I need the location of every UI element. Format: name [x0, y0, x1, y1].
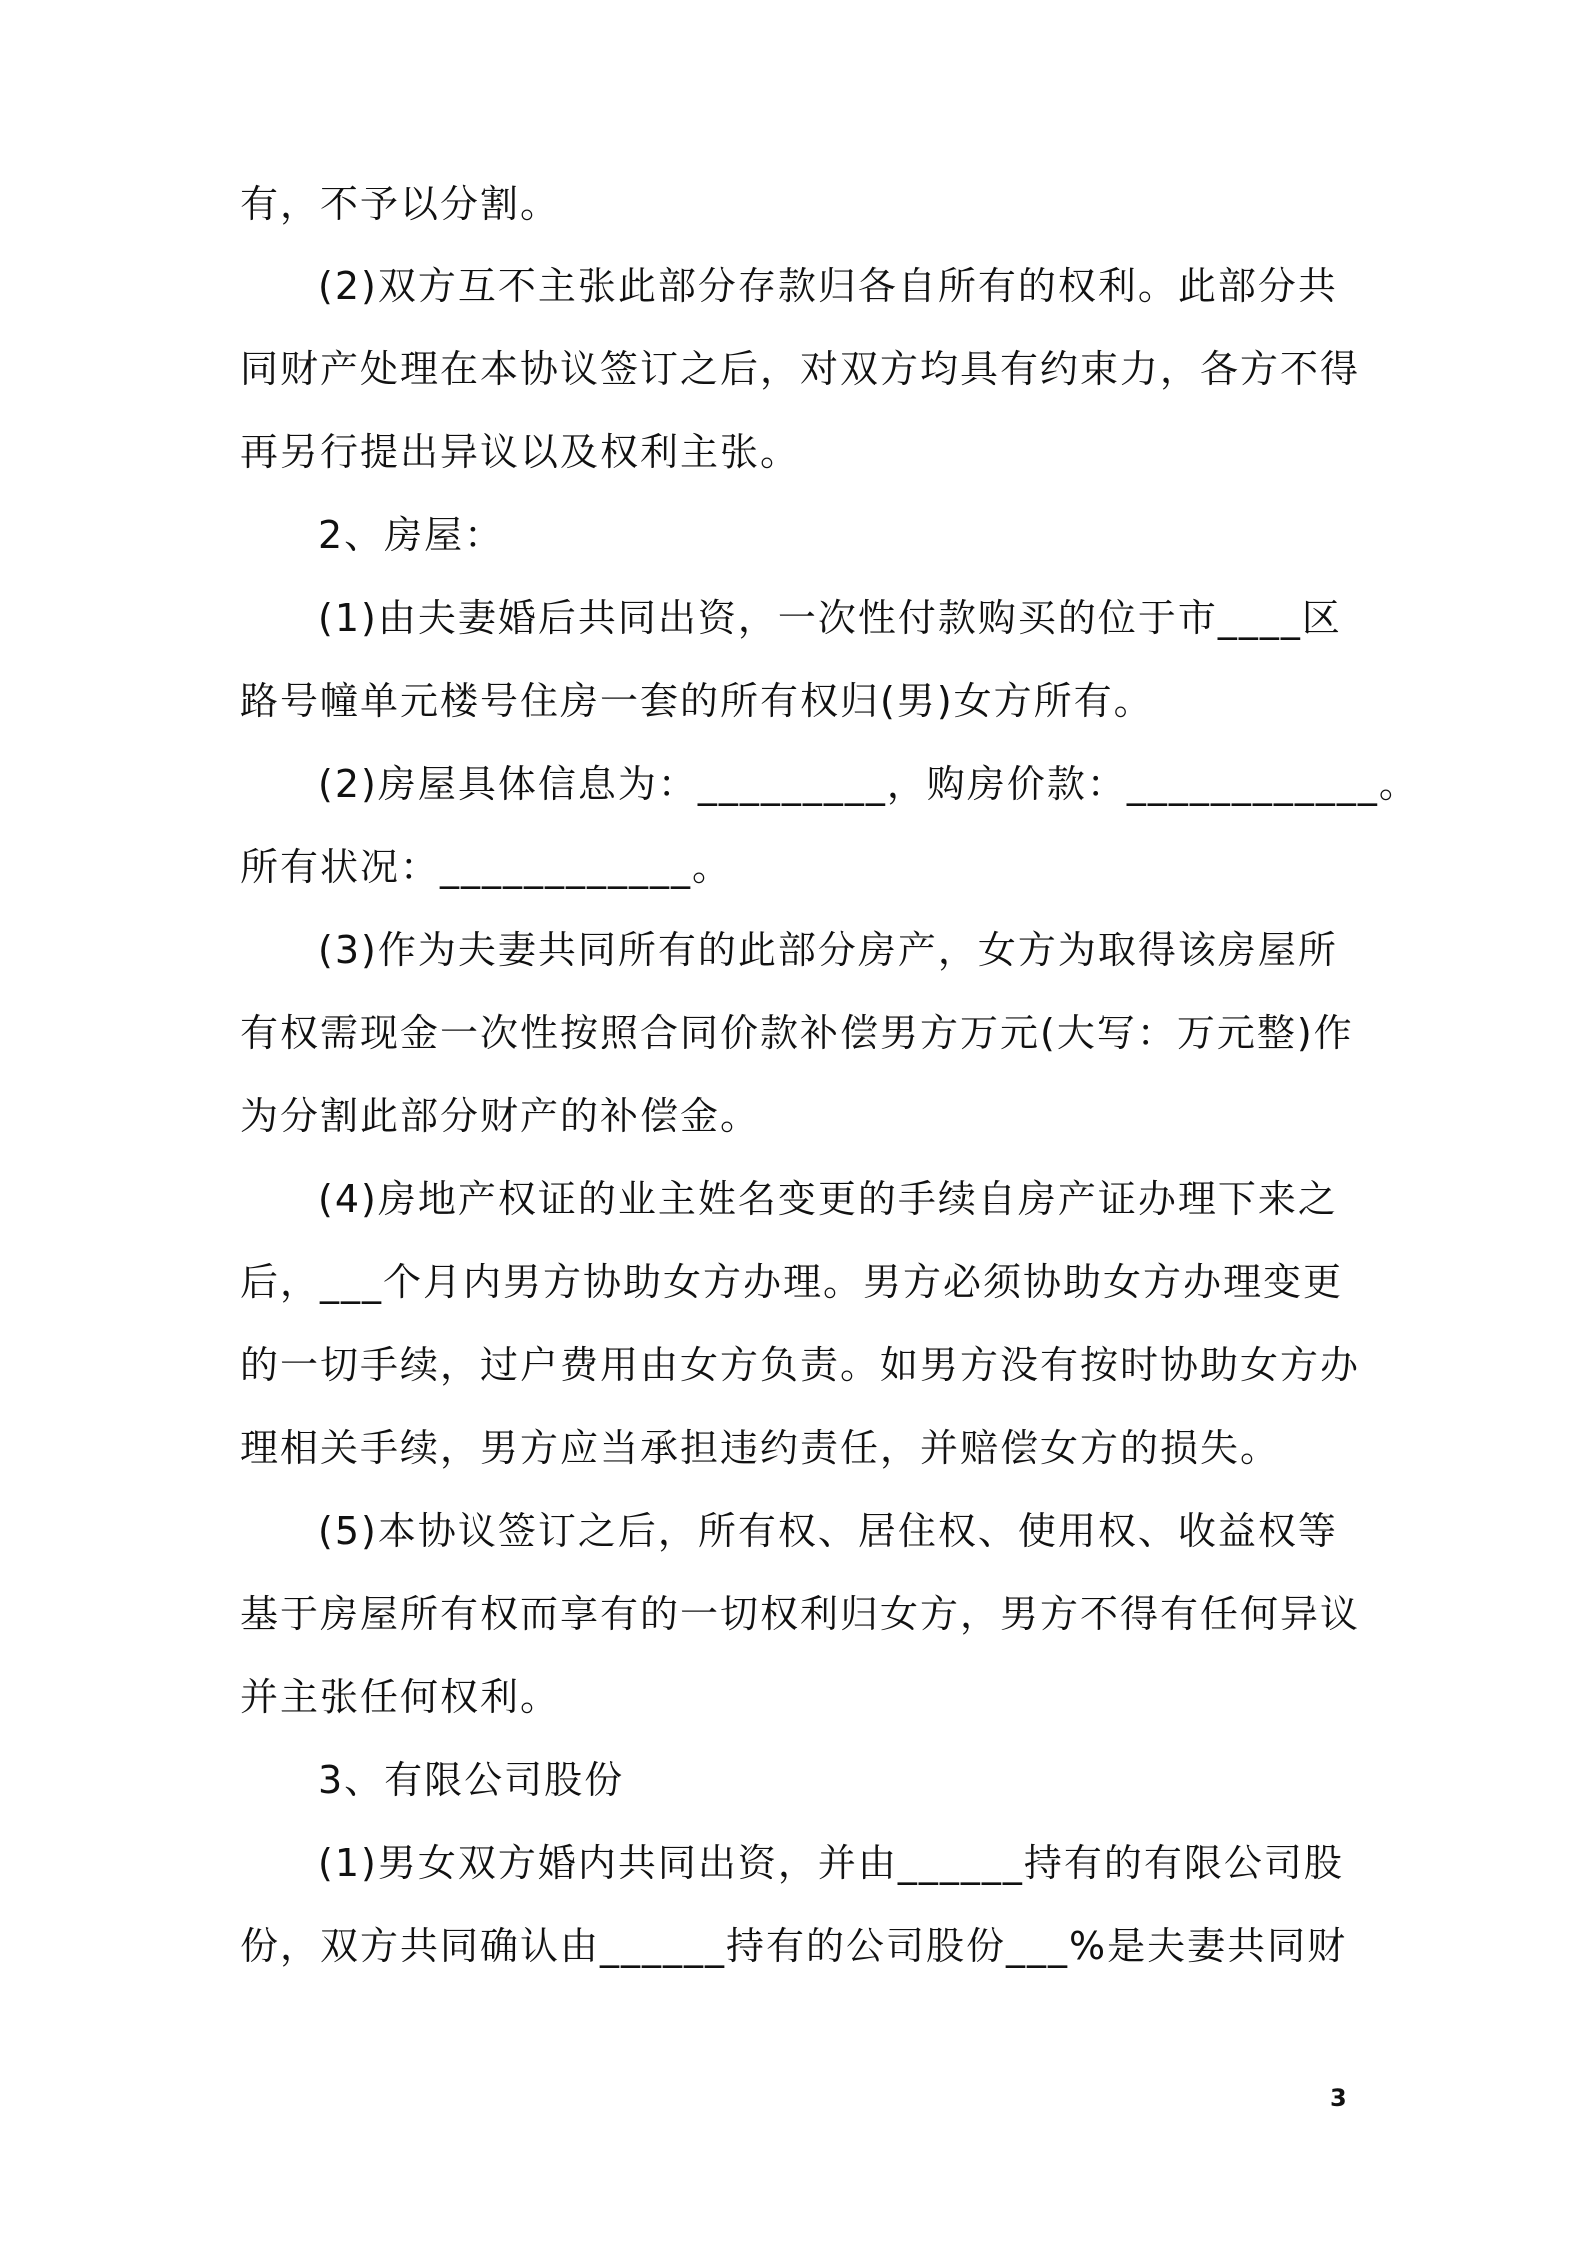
text-line: (2)房屋具体信息为：_________，购房价款：____________。: [318, 762, 1419, 806]
text-line: 同财产处理在本协议签订之后，对双方均具有约束力，各方不得: [240, 347, 1361, 391]
text-line: 份，双方共同确认由______持有的公司股份___%是夫妻共同财: [240, 1924, 1348, 1968]
page-number: 3: [1330, 2084, 1347, 2112]
text-line: 再另行提出异议以及权利主张。: [240, 430, 801, 474]
text-line: 后，___个月内男方协助女方办理。男方必须协助女方办理变更: [240, 1260, 1344, 1304]
text-line: 并主张任何权利。: [240, 1675, 561, 1719]
text-line: 路号幢单元楼号住房一套的所有权归(男)女方所有。: [240, 679, 1154, 723]
text-line: 有，不予以分割。: [240, 182, 561, 226]
section-heading: 3、有限公司股份: [318, 1758, 625, 1802]
text-line: 为分割此部分财产的补偿金。: [240, 1094, 761, 1138]
text-line: 所有状况：____________。: [240, 845, 733, 889]
text-line: (4)房地产权证的业主姓名变更的手续自房产证办理下来之: [318, 1177, 1338, 1221]
section-heading: 2、房屋：: [318, 513, 505, 557]
text-line: (1)男女双方婚内共同出资，并由______持有的有限公司股: [318, 1841, 1344, 1885]
text-line: 理相关手续，男方应当承担违约责任，并赔偿女方的损失。: [240, 1426, 1281, 1470]
text-line: (5)本协议签订之后，所有权、居住权、使用权、收益权等: [318, 1509, 1338, 1553]
text-line: (2)双方互不主张此部分存款归各自所有的权利。此部分共: [318, 264, 1338, 308]
text-line: (3)作为夫妻共同所有的此部分房产，女方为取得该房屋所: [318, 928, 1338, 972]
text-line: 的一切手续，过户费用由女方负责。如男方没有按时协助女方办: [240, 1343, 1361, 1387]
text-line: 有权需现金一次性按照合同价款补偿男方万元(大写：万元整)作: [240, 1011, 1354, 1055]
text-line: 基于房屋所有权而享有的一切权利归女方，男方不得有任何异议: [240, 1592, 1361, 1636]
text-line: (1)由夫妻婚后共同出资，一次性付款购买的位于市____区: [318, 596, 1342, 640]
